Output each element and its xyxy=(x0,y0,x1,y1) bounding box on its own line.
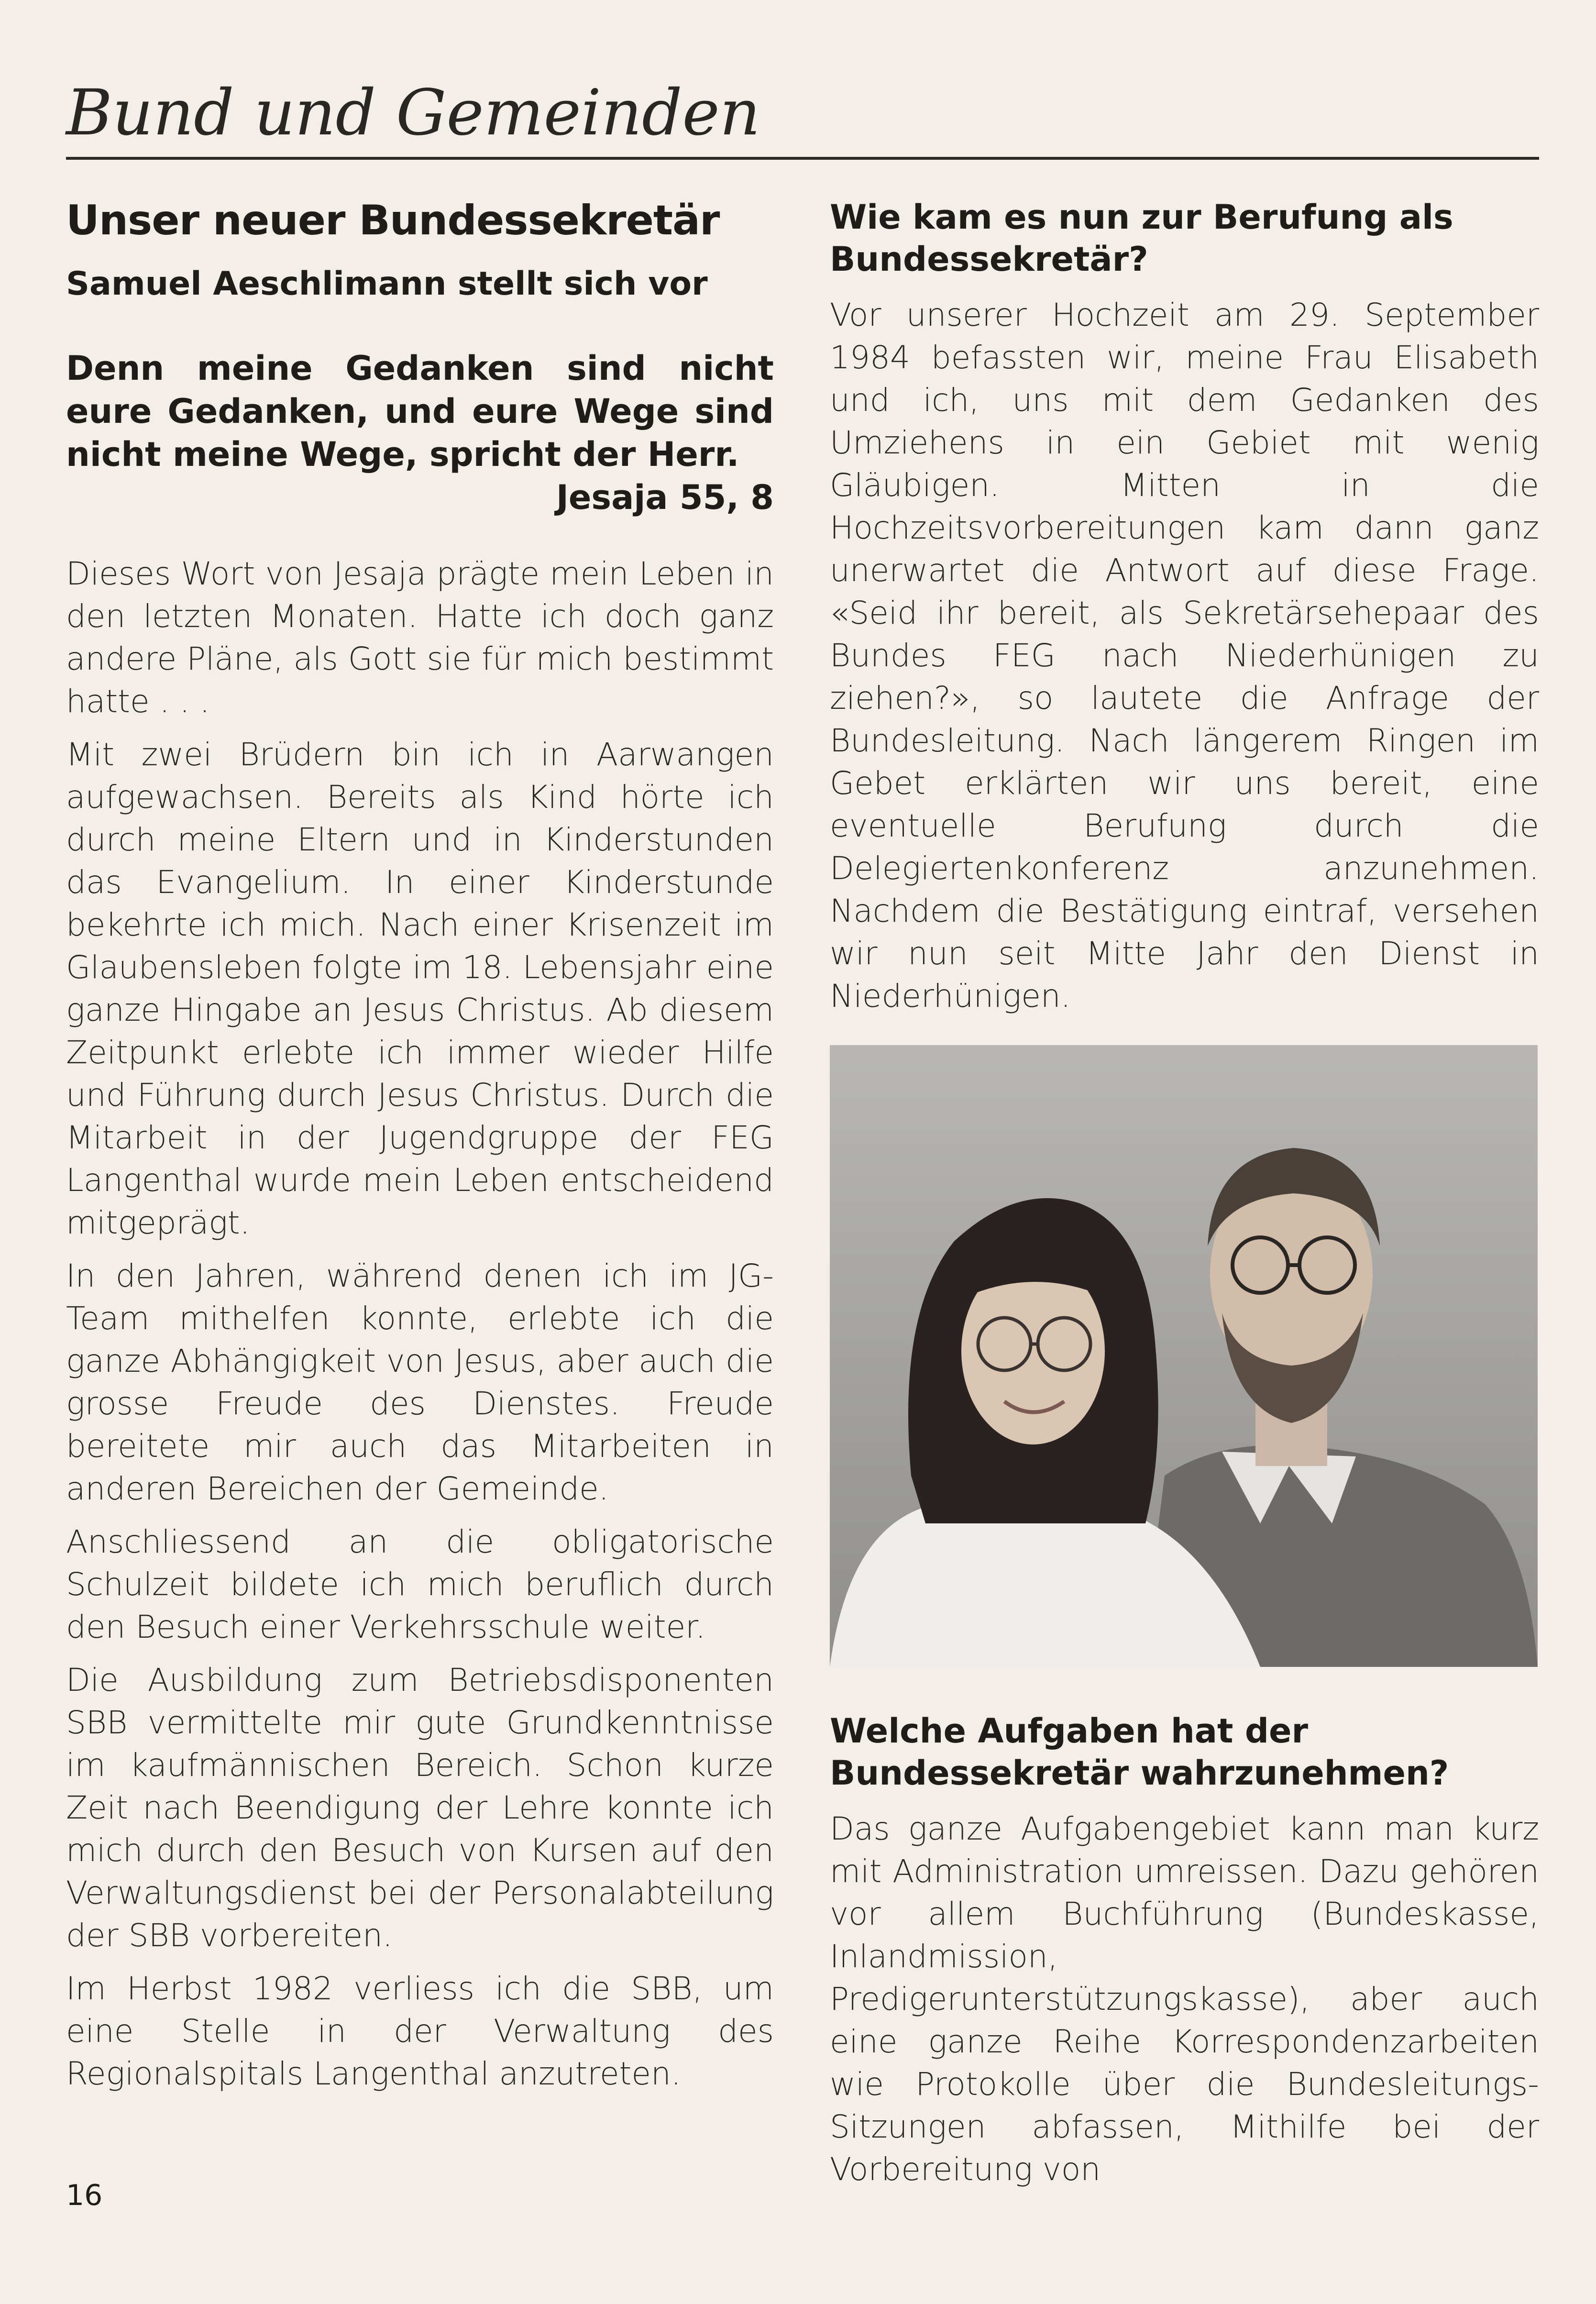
bible-quote: Denn meine Gedanken sind nicht eure Gedanken, und eure Wege sind nicht meine Wege, spricht der Herr. xyxy=(66,348,774,474)
portrait-photo-illustration xyxy=(830,1045,1538,1667)
right-column-lower xyxy=(830,1710,1539,2191)
right-column xyxy=(830,196,1539,1017)
article-headline: Unser neuer Bundessekretär xyxy=(66,197,720,244)
bible-quote-reference: Jesaja 55, 8 xyxy=(556,477,774,517)
article-subheadline: Samuel Aeschlimann stellt sich vor xyxy=(66,265,708,303)
body-paragraph: Dieses Wort von Jesaja prägte mein Leben in den letzten Monaten. Hatte ich doch ganz andere Pläne, als Gott sie für mich bestimmt hatte . . . xyxy=(66,555,774,720)
page-number: 16 xyxy=(66,2179,103,2212)
question-heading-2: Welche Aufgaben hat der Bundessekretär wahrzunehmen? xyxy=(830,1711,1449,1793)
section-divider xyxy=(66,157,1539,160)
body-paragraph: Die Ausbildung zum Betriebsdisponenten SBB vermittelte mir gute Grundkenntnisse im kaufmännischen Bereich. Schon kurze Zeit nach Beendigung der Lehre konnte ich mich durch den Besuch von Kursen auf den Verwaltungsdienst bei der Personalabteilung der SBB vorbereiten. xyxy=(66,1661,774,1954)
question-heading-1: Wie kam es nun zur Berufung als Bundessekretär? xyxy=(830,198,1453,279)
answer-paragraph-2: Das ganze Aufgabengebiet kann man kurz mit Administration umreissen. Dazu gehören vor allem Buchführung (Bundeskasse, Inlandmission, Predigerunterstützungskasse), aber auch eine ganze Reihe Korrespondenzarbeiten wie Protokolle über die Bundesleitungs-Sitzungen abfassen, Mithilfe bei der Vorbereitung von xyxy=(830,1810,1539,2188)
body-paragraph: In den Jahren, während denen ich im JG-Team mithelfen konnte, erlebte ich die ganze Abhängigkeit von Jesus, aber auch die grosse Freude des Dienstes. Freude bereitete mir auch das Mitarbeiten in anderen Bereichen der Gemeinde. xyxy=(66,1257,774,1507)
answer-paragraph-1: Vor unserer Hochzeit am 29. September 1984 befassten wir, meine Frau Elisabeth und ich, uns mit dem Gedanken des Umziehens in ein Gebiet mit wenig Gläubigen. Mitten in die Hochzeitsvorbereitungen kam dann ganz unerwartet die Antwort auf diese Frage. «Seid ihr bereit, als Sekretärsehepaar des Bundes FEG nach Niederhünigen zu ziehen?», so lautete die Anfrage der Bundesleitung. Nach längerem Ringen im Gebet erklärten wir uns bereit, eine eventuelle Berufung durch die Delegiertenkonferenz anzunehmen. Nachdem die Bestätigung eintraf, versehen wir nun seit Mitte Jahr den Dienst in Niederhünigen. xyxy=(830,297,1539,1014)
body-paragraph: Im Herbst 1982 verliess ich die SBB, um eine Stelle in der Verwaltung des Regionalspitals Langenthal anzutreten. xyxy=(66,1970,774,2092)
body-paragraph: Mit zwei Brüdern bin ich in Aarwangen aufgewachsen. Bereits als Kind hörte ich durch meine Eltern und in Kinderstunden das Evangelium. In einer Kinderstunde bekehrte ich mich. Nach einer Krisenzeit im Glaubensleben folgte im 18. Lebensjahr eine ganze Hingabe an Jesus Christus. Ab diesem Zeitpunkt erlebte ich immer wieder Hilfe und Führung durch Jesus Christus. Durch die Mitarbeit in der Jugendgruppe der FEG Langenthal wurde mein Leben entscheidend mitgeprägt. xyxy=(66,736,774,1241)
section-title: Bund und Gemeinden xyxy=(66,76,760,150)
left-column xyxy=(66,196,774,2095)
portrait-photo xyxy=(830,1045,1538,1667)
body-paragraph: Anschliessend an die obligatorische Schulzeit bildete ich mich beruflich durch den Besuch einer Verkehrsschule weiter. xyxy=(66,1523,774,1645)
